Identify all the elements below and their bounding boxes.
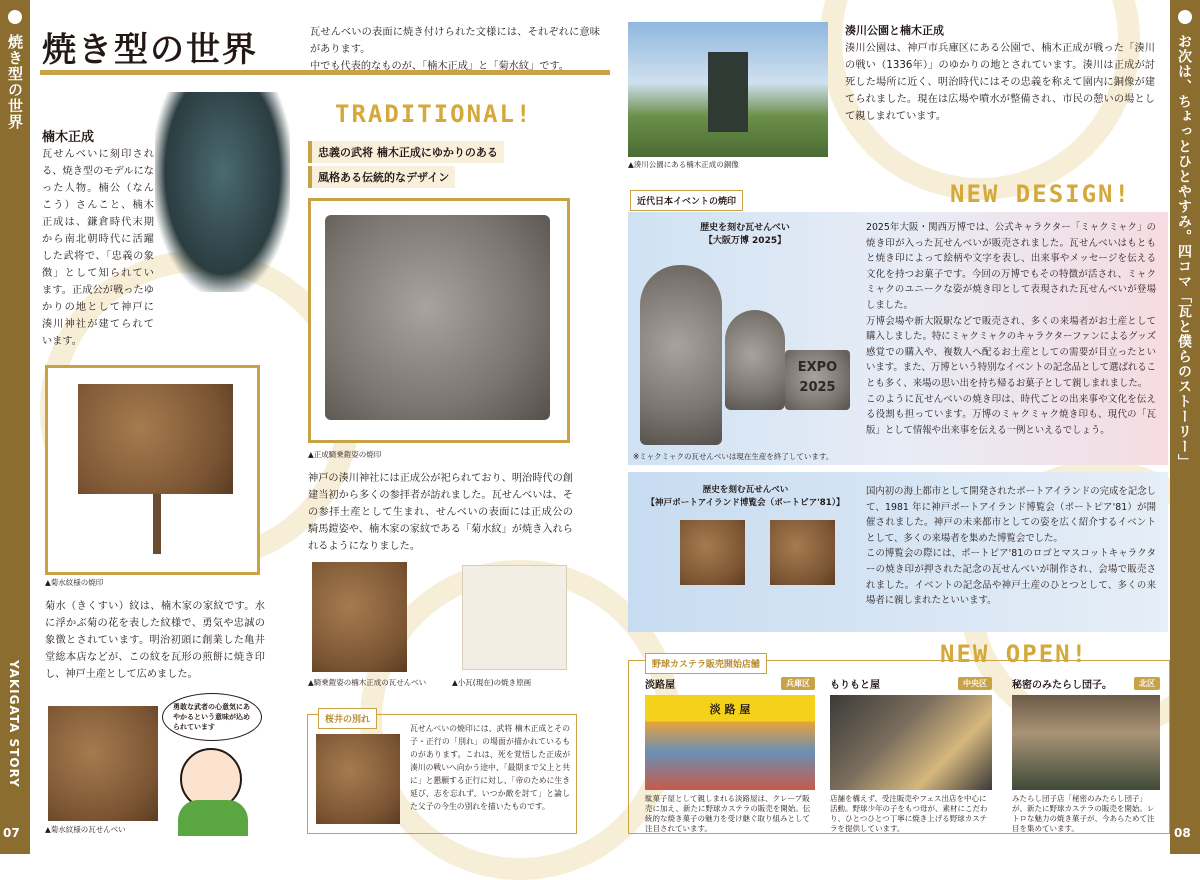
shop-photo (1012, 695, 1160, 790)
expo-title-2: 【大阪万博 2025】 (703, 236, 787, 246)
event-tag: 近代日本イベントの焼印 (630, 190, 743, 211)
new-open-tag: 野球カステラ販売開始店舗 (645, 653, 767, 674)
boy-shirt (178, 800, 248, 836)
masashige-iron (325, 215, 550, 420)
shop-card (1012, 676, 1160, 834)
traditional-sub: 風格ある伝統的なデザイン (308, 166, 455, 188)
shop-photo (645, 695, 815, 790)
shop-desc: 駄菓子屋として親しまれる淡路屋は、クレープ販売に加え、新たに野球カステラの販売を開始。伝統的な焼き菓子の魅力を受け継ぐ取り組みとして注目されています。 (645, 794, 811, 833)
kikusui-body: 菊水（きくすい）紋は、楠木家の家紋です。水に浮かぶ菊の花を表した紋様で、勇気や忠誠の象徴とされています。明治初頭に創業した亀井堂総本店などが、この紋を瓦形の煎餅に焼き印し、神戸土産として広めました。 (45, 601, 265, 680)
shop-header (645, 676, 815, 691)
iron-handle (153, 494, 161, 554)
sakurai-body: 瓦せんべいの焼印には、武将 楠木正成とその子・正行の「別れ」の場面が描かれているものがあります。これは、死を覚悟した正成が湊川の戦いへ向かう途中、「最期まで父上と共に」と懇願する正行に対し、「帝のために生き延び、志を忘れず、いつか敵を討て」と論した父子の今生の別れを描いたものです。 (410, 724, 570, 811)
shop-name: もりもと屋 (830, 680, 880, 691)
kusunoki-heading: 楠木正成 (42, 130, 95, 145)
page-number: 08 (1174, 826, 1191, 840)
shop-name: 秘密のみたらし団子。 (1012, 680, 1112, 691)
area-badge: 中央区 (958, 677, 992, 690)
shop-sign: 淡 路 屋 (709, 703, 751, 716)
sidebar-footer: YAKIGATA STORY (7, 660, 21, 788)
new-open-heading: NEW OPEN! (940, 640, 1089, 668)
caption: ▲菊水紋様の瓦せんべい (45, 825, 126, 834)
portopia-title (633, 484, 858, 510)
expo-title (640, 222, 850, 248)
sidebar-teaser: お次は、ちょっとひとやすみ。四コマ「瓦と僕らのストーリー」 (1176, 34, 1192, 469)
traditional-heading: TRADITIONAL! (335, 100, 533, 128)
park-photo (628, 22, 828, 157)
portopia-title-2: 【神戸ポートアイランド博覧会（ポートピア'81）】 (646, 498, 845, 508)
shop-name: 淡路屋 (645, 680, 675, 691)
traditional-sub: 忠義の武将 楠木正成にゆかりのある (308, 141, 504, 163)
page-number: 07 (3, 826, 20, 840)
kusunoki-body: 瓦せんべいに刻印される、焼き型のモデルになった人物。楠公（なんこう）さんこと、楠木正成は、鎌倉時代末期から南北朝時代に活躍した武将で、「忠義の象徴」として知られています。正成公が戦ったゆかりの地として神戸に湊川神社が建てられています。 (42, 149, 154, 347)
speech-bubble: 勇敢な武者の心意気にあやかるという意味が込められています (162, 693, 262, 741)
flower-icon (1178, 10, 1192, 24)
area-badge: 兵庫区 (781, 677, 815, 690)
portopia-title-1: 歴史を刻む瓦せんべい (702, 485, 789, 495)
kikusui-iron (78, 384, 233, 494)
expo-logo-iron: EXPO 2025 (785, 350, 850, 410)
senbei-photo (312, 562, 407, 672)
caption: ▲小瓦(現在)の焼き原画 (452, 678, 532, 687)
iron-frame (308, 198, 570, 443)
portopia-body: 国内初の海上都市として開発されたポートアイランドの完成を記念して、1981 年に神戸ポートアイランド博覧会（ポートピア'81）が開催されました。神戸の未来都市としての姿を広く紹介するイベントとして、多くの来場者を集めた博覧会でした。 この博覧会の際には、ポートピア'81のロゴとマスコットキャラクターの焼き印が押された記念の瓦せんべいが制作され、会場で販売されました。イベントの記念品や神戸土産のひとつとして、多くの来場者に親しまれたといいます。 (866, 486, 1156, 607)
intro (310, 24, 600, 75)
caption: ▲正成騎乗鎧姿の焼印 (308, 450, 382, 459)
caption: ▲湊川公園にある楠木正成の銅像 (628, 160, 739, 169)
myakumyaku-iron-small (725, 310, 785, 410)
caption: ▲騎乗鎧姿の楠木正成の瓦せんべい (308, 678, 427, 687)
shop-desc: 店舗を構えず、受注販売やフェス出店を中心に活動。野球少年の子をもつ母が、素材にこだわり、ひとつひとつ丁寧に焼き上げる野球カステラを提供しています。 (830, 794, 988, 833)
expo-note: ※ミャクミャクの瓦せんべいは現在生産を終了しています。 (633, 452, 834, 461)
minatogawa-heading: 湊川公園と楠木正成 (845, 24, 944, 37)
shop-desc: みたらし団子店「秘密のみたらし団子」が、新たに野球カステラの販売を開始。レトロな魅力の焼き菓子が、今あらためて注目を集めています。 (1012, 794, 1155, 833)
portopia-iron (680, 520, 745, 585)
traditional-body: 神戸の湊川神社には正成公が祀られており、明治時代の創建当初から多くの参拝者が訪れました。瓦せんべいは、その参拝土産として生まれ、せんべいの表面には正成公の騎馬鎧姿や、楠木家の家紋である「菊水紋」が焼き入れられるようになりました。 (308, 473, 573, 552)
shop-card (830, 676, 992, 834)
minatogawa-body: 湊川公園は、神戸市兵庫区にある公園で、楠木正成が戦った「湊川の戦い（1336年）」のゆかりの地とされています。湊川は正成が討死した場所に近く、明治時代にはその忠義を称えて園内に銅像が建てられました。現在は広場や噴水が整備され、市民の憩いの場として親しまれています。 (845, 43, 1155, 122)
page-title: 焼き型の世界 (42, 30, 258, 70)
statue-silhouette (708, 52, 748, 132)
kikusui-senbei (48, 706, 158, 821)
statue-photo (155, 92, 290, 292)
kikusui-frame (45, 365, 260, 575)
expo-body: 2025年大阪・関西万博では、公式キャラクター「ミャクミャク」の焼き印が入った瓦せんべいが販売されました。瓦せんべいはもともと焼き印によって絵柄や文字を表し、出来事やメッセージを伝える文化を持つお菓子です。今回の万博でもその特徴が活され、ミャクミャクのユニークな姿が焼き印として表現された瓦せんべいが登場しました。 万博会場や新大阪駅などで販売され、多くの来場者がお土産として購入しました。特にミャクミャクのキャラクターファンによるグッズ感覚での購入や、複数人へ配るお土産としての需要が目立ったといいます。また、万博という特別なイベントの記念品として選ばれることも多く、来場の思い出を持ち帰るお菓子として親しまれました。 このように瓦せんべいの焼き印は、時代ごとの出来事や文化を伝える役割も担っています。万博のミャクミャク焼き印も、現代の「瓦版」として情報や出来事を伝える一例といえるでしょう。 (866, 222, 1156, 436)
right-sidebar (1170, 0, 1200, 854)
caption: ▲菊水紋様の焼印 (45, 578, 104, 587)
area-badge: 北区 (1134, 677, 1160, 690)
flower-icon (8, 10, 22, 24)
left-sidebar (0, 0, 30, 854)
expo-title-1: 歴史を刻む瓦せんべい (700, 223, 790, 233)
sakurai-tag: 桜井の別れ (318, 708, 377, 729)
sidebar-title: 焼き型の世界 (6, 34, 24, 130)
portopia-iron (770, 520, 835, 585)
shop-photo (830, 695, 992, 790)
intro-line: 瓦せんべいの表面に焼き付けられた文様には、それぞれに意味があります。 (310, 27, 600, 55)
new-design-heading: NEW DESIGN! (950, 180, 1131, 208)
shop-card (645, 676, 815, 834)
shop-header (1012, 676, 1160, 691)
myakumyaku-iron (640, 265, 722, 445)
sakurai-senbei (316, 734, 400, 824)
intro-line: 中でも代表的なものが、「楠木正成」と「菊水紋」です。 (310, 61, 569, 72)
drawing-photo (462, 565, 567, 670)
shop-header (830, 676, 992, 691)
